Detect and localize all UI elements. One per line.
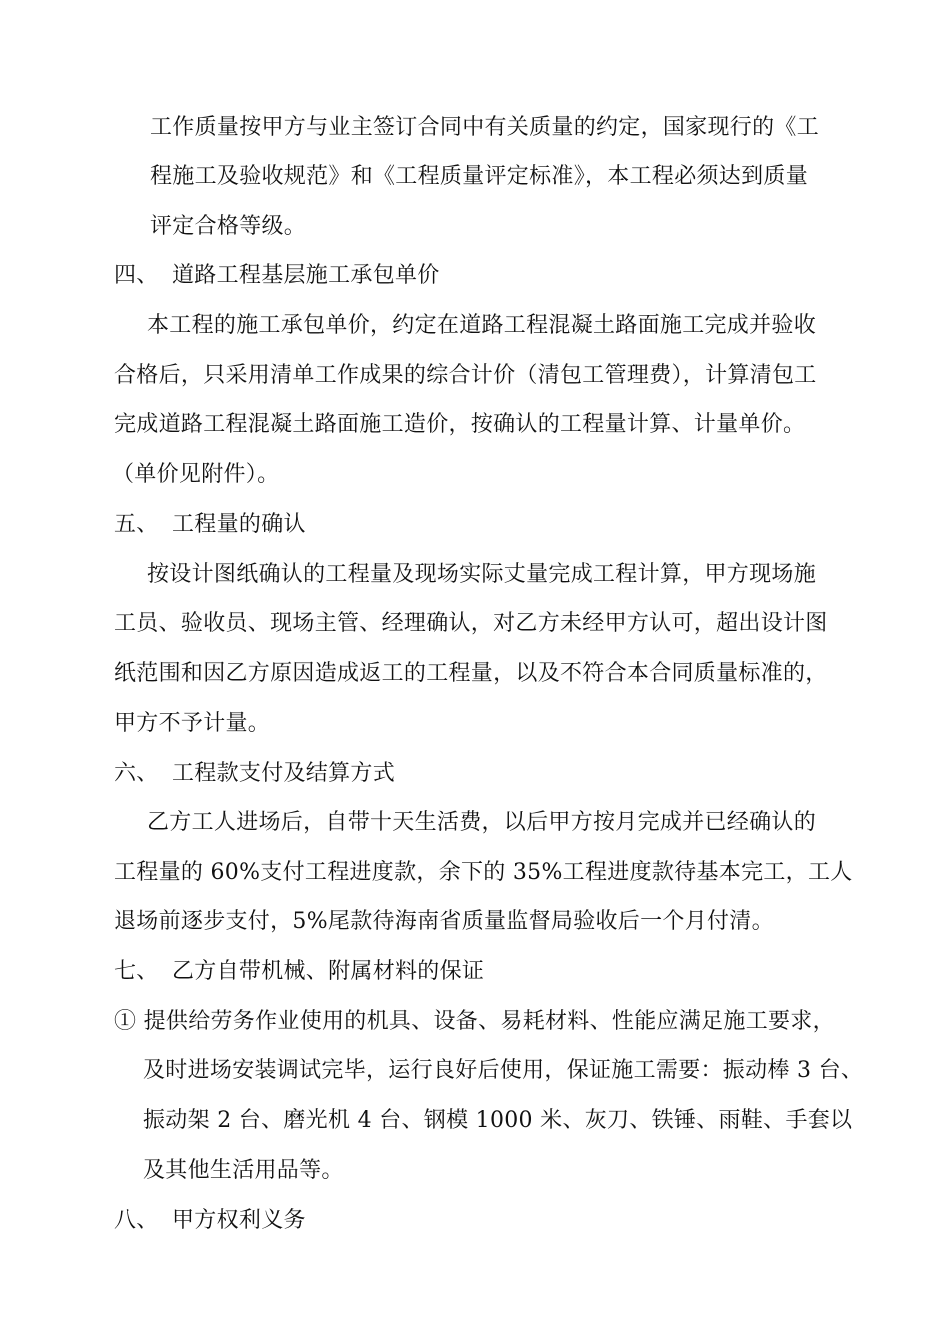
intro-line-1: 工作质量按甲方与业主签订合同中有关质量的约定，国家现行的《工	[150, 115, 820, 140]
section-7-item-1-line-3: 振动架 2 台、磨光机 4 台、钢模 1000 米、灰刀、铁锤、雨鞋、手套以	[143, 1108, 853, 1133]
section-5-title: 工程量的确认	[172, 512, 306, 537]
section-5-line-2: 工员、验收员、现场主管、经理确认，对乙方未经甲方认可，超出设计图	[114, 611, 828, 636]
section-4-heading	[114, 261, 440, 291]
section-7-item-1-line-2: 及时进场安装调试完毕，运行良好后使用，保证施工需要：振动棒 3 台、	[143, 1058, 864, 1083]
section-8-heading	[114, 1206, 306, 1236]
section-4-line-1: 本工程的施工承包单价，约定在道路工程混凝土路面施工完成并验收	[147, 313, 817, 338]
section-6-number: 六、	[114, 761, 159, 786]
section-6-line-2: 工程量的 60%支付工程进度款，余下的 35%工程进度款待基本完工，工人	[114, 860, 853, 885]
section-4-number: 四、	[114, 263, 159, 288]
section-5-number: 五、	[114, 512, 159, 537]
section-7-title: 乙方自带机械、附属材料的保证	[172, 959, 485, 984]
section-6-title: 工程款支付及结算方式	[172, 761, 396, 786]
section-4-title: 道路工程基层施工承包单价	[172, 263, 440, 288]
section-6-heading	[114, 759, 395, 789]
intro-line-3: 评定合格等级。	[150, 214, 307, 239]
section-5-line-1: 按设计图纸确认的工程量及现场实际丈量完成工程计算，甲方现场施	[147, 562, 817, 587]
section-4-line-3: 完成道路工程混凝土路面施工造价，按确认的工程量计算、计量单价。	[114, 412, 806, 437]
section-7-number: 七、	[114, 959, 159, 984]
section-7-heading	[114, 957, 484, 987]
section-4-line-4: （单价见附件）。	[112, 462, 280, 487]
section-5-line-3: 纸范围和因乙方原因造成返工的工程量，以及不符合本合同质量标准的，	[114, 661, 828, 686]
section-6-line-1: 乙方工人进场后，自带十天生活费，以后甲方按月完成并已经确认的	[147, 810, 817, 835]
section-7-item-1-line-1: ① 提供给劳务作业使用的机具、设备、易耗材料、性能应满足施工要求，	[114, 1009, 835, 1034]
section-7-item-1-line-4: 及其他生活用品等。	[143, 1158, 344, 1183]
section-8-number: 八、	[114, 1208, 159, 1233]
section-6-line-3: 退场前逐步支付，5%尾款待海南省质量监督局验收后一个月付清。	[114, 909, 774, 934]
section-5-heading	[114, 510, 306, 540]
section-5-line-4: 甲方不予计量。	[114, 711, 271, 736]
intro-line-2: 程施工及验收规范》和《工程质量评定标准》，本工程必须达到质量	[150, 164, 809, 189]
section-8-title: 甲方权利义务	[172, 1208, 306, 1233]
section-4-line-2: 合格后，只采用清单工作成果的综合计价（清包工管理费），计算清包工	[114, 363, 817, 388]
